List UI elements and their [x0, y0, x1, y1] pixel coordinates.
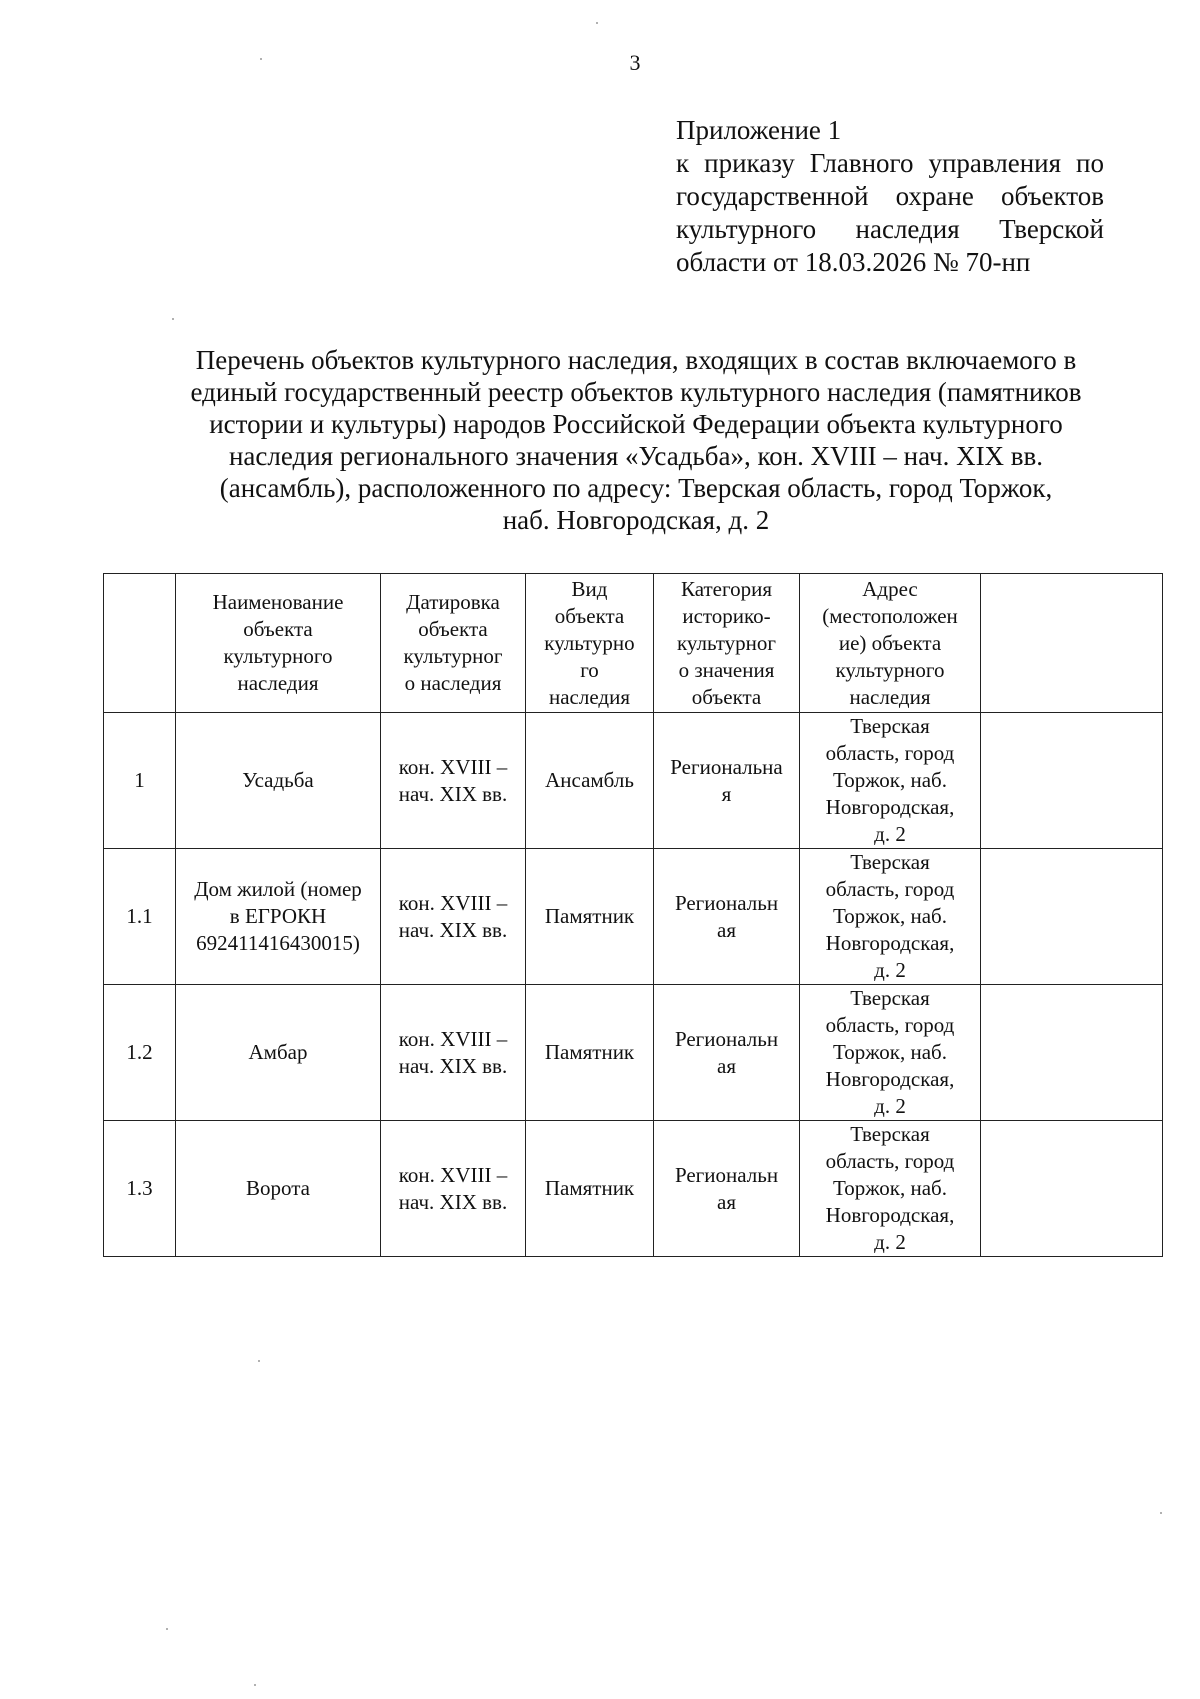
- cell-line: объекта: [418, 617, 488, 641]
- cell-category: [654, 985, 800, 1121]
- title-line: Перечень объектов культурного наследия, входящих в состав включаемого в: [195, 345, 1077, 375]
- cell-line: ая: [717, 917, 736, 942]
- cell-line: (местоположен: [822, 603, 958, 628]
- title-line: наб. Новгородская, д. 2: [502, 505, 770, 535]
- table-row: [104, 1121, 1163, 1257]
- cell-line: Усадьба: [242, 768, 314, 792]
- cell-line: Тверская: [850, 1122, 930, 1146]
- cell-line: объекта: [243, 617, 313, 641]
- heritage-objects-table: [103, 573, 1163, 1257]
- title-line: единый государственный реестр объектов культурного наследия (памятников: [190, 377, 1082, 407]
- document-title: [150, 344, 1122, 536]
- cell-line: Адрес: [862, 576, 918, 601]
- cell-line: Категория: [681, 576, 772, 601]
- cell-line: Торжок, наб.: [833, 1176, 947, 1200]
- cell-type: [526, 1121, 654, 1257]
- cell-line: кон. XVIII –: [398, 1162, 508, 1187]
- cell-line: Торжок, наб.: [833, 1040, 947, 1064]
- cell-line: Торжок, наб.: [833, 768, 947, 792]
- cell-line: Тверская: [850, 986, 930, 1010]
- cell-line: д. 2: [874, 1094, 906, 1118]
- cell-dating: [381, 849, 526, 985]
- cell-line: область, город: [825, 741, 955, 765]
- cell-type: [526, 985, 654, 1121]
- cell-line: Амбар: [248, 1040, 308, 1064]
- appendix-line: государственной охране объектов: [676, 181, 1104, 211]
- cell-line: 692411416430015): [196, 931, 360, 955]
- header-extra: [981, 574, 1163, 713]
- cell-line: ая: [717, 1189, 736, 1214]
- cell-line: культурно: [544, 630, 635, 655]
- table-row: [104, 849, 1163, 985]
- appendix-line: Приложение 1: [676, 115, 842, 145]
- cell-line: нач. XIX вв.: [398, 1053, 508, 1078]
- cell-name: [176, 849, 381, 985]
- header-row: [104, 574, 1163, 713]
- appendix-block: [676, 114, 1104, 279]
- cell-line: нач. XIX вв.: [398, 1189, 508, 1214]
- table-body: [104, 713, 1163, 1257]
- cell-line: я: [721, 781, 732, 806]
- cell-line: ие) объекта: [838, 630, 942, 655]
- cell-line: Вид: [571, 576, 608, 601]
- scan-speck: [166, 1628, 168, 1630]
- cell-dating: [381, 713, 526, 849]
- cell-name: [176, 985, 381, 1121]
- cell-line: Памятник: [544, 904, 635, 928]
- scan-speck: [172, 318, 174, 320]
- cell-line: культурного: [223, 644, 333, 668]
- table-header: [104, 574, 1163, 713]
- cell-extra: [981, 713, 1163, 849]
- cell-line: историко-: [682, 603, 771, 628]
- cell-line: Региональн: [674, 1162, 779, 1187]
- cell-line: нач. XIX вв.: [398, 917, 508, 942]
- cell-extra: [981, 985, 1163, 1121]
- cell-line: Новгородская,: [825, 1203, 955, 1227]
- cell-line: наследия: [849, 684, 931, 709]
- cell-line: Ансамбль: [545, 768, 634, 792]
- cell-line: культурного: [835, 657, 945, 682]
- cell-number: 1.3: [104, 1121, 176, 1257]
- cell-line: кон. XVIII –: [398, 754, 508, 779]
- cell-extra: [981, 849, 1163, 985]
- table-row: [104, 985, 1163, 1121]
- header-dating: [381, 574, 526, 713]
- appendix-line: области от 18.03.2026 № 70-нп: [676, 247, 1031, 277]
- cell-line: о значения: [678, 657, 775, 682]
- cell-number: 1.1: [104, 849, 176, 985]
- title-line: (ансамбль), расположенного по адресу: Тверская область, город Торжок,: [219, 473, 1053, 503]
- title-line: истории и культуры) народов Российской Федерации объекта культурного: [209, 409, 1063, 439]
- cell-line: кон. XVIII –: [398, 1026, 508, 1051]
- page-number: 3: [629, 50, 641, 75]
- header-number: [104, 574, 176, 713]
- appendix-line: культурного наследия Тверской: [676, 214, 1104, 244]
- cell-line: Региональн: [674, 1026, 779, 1051]
- cell-line: ая: [717, 1053, 736, 1078]
- cell-line: Памятник: [544, 1040, 635, 1064]
- cell-line: нач. XIX вв.: [398, 781, 508, 806]
- cell-address: [800, 1121, 981, 1257]
- title-line: наследия регионального значения «Усадьба», кон. XVIII – нач. XIX вв.: [228, 441, 1044, 471]
- header-name: [176, 574, 381, 713]
- cell-line: Тверская: [850, 714, 930, 738]
- cell-line: область, город: [825, 1149, 955, 1173]
- cell-line: Новгородская,: [825, 1067, 955, 1091]
- cell-line: культурног: [677, 630, 776, 655]
- cell-line: объекта: [554, 603, 625, 628]
- appendix-line: к приказу Главного управления по: [676, 148, 1104, 178]
- cell-line: го: [580, 657, 599, 682]
- cell-line: Ворота: [246, 1176, 310, 1200]
- cell-line: Памятник: [544, 1176, 635, 1200]
- cell-line: о наследия: [404, 671, 502, 695]
- cell-line: Региональна: [670, 754, 783, 779]
- scan-speck: [258, 1360, 260, 1362]
- cell-line: культурног: [403, 644, 503, 668]
- cell-category: [654, 1121, 800, 1257]
- cell-line: Региональн: [674, 890, 779, 915]
- cell-line: Дом жилой (номер: [194, 877, 362, 901]
- cell-address: [800, 849, 981, 985]
- cell-line: объекта: [691, 684, 762, 709]
- cell-line: Торжок, наб.: [833, 904, 947, 928]
- cell-line: Датировка: [406, 590, 500, 614]
- scan-speck: [596, 22, 598, 24]
- cell-name: [176, 1121, 381, 1257]
- scan-speck: [260, 58, 262, 60]
- cell-line: Новгородская,: [825, 931, 955, 955]
- cell-category: [654, 713, 800, 849]
- cell-line: наследия: [549, 684, 630, 709]
- cell-address: [800, 713, 981, 849]
- cell-type: [526, 713, 654, 849]
- scan-speck: [254, 1684, 256, 1686]
- cell-line: д. 2: [874, 958, 906, 982]
- cell-address: [800, 985, 981, 1121]
- cell-extra: [981, 1121, 1163, 1257]
- cell-type: [526, 849, 654, 985]
- cell-category: [654, 849, 800, 985]
- cell-name: [176, 713, 381, 849]
- cell-line: д. 2: [874, 822, 906, 846]
- header-category: [654, 574, 800, 713]
- cell-line: д. 2: [874, 1230, 906, 1254]
- cell-number: 1.2: [104, 985, 176, 1121]
- cell-line: Наименование: [212, 590, 344, 614]
- cell-dating: [381, 985, 526, 1121]
- cell-dating: [381, 1121, 526, 1257]
- header-type: [526, 574, 654, 713]
- header-address: [800, 574, 981, 713]
- cell-line: область, город: [825, 1013, 955, 1037]
- cell-line: Тверская: [850, 850, 930, 874]
- cell-line: кон. XVIII –: [398, 890, 508, 915]
- table-row: [104, 713, 1163, 849]
- cell-line: Новгородская,: [825, 795, 955, 819]
- cell-line: область, город: [825, 877, 955, 901]
- cell-line: наследия: [237, 671, 319, 695]
- cell-line: в ЕГРОКН: [229, 904, 327, 928]
- scan-speck: [1160, 1512, 1162, 1514]
- cell-number: 1: [104, 713, 176, 849]
